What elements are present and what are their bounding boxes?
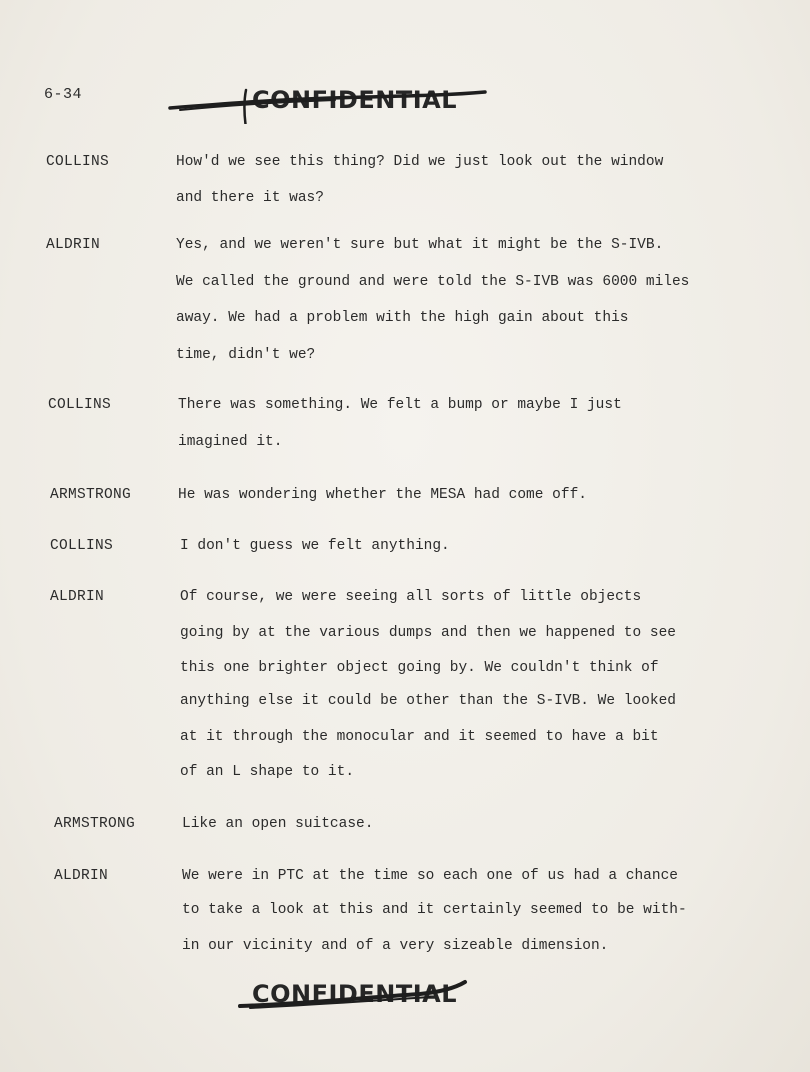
transcript-line: away. We had a problem with the high gain about this — [176, 310, 629, 326]
strikethrough-mark-bottom — [160, 968, 520, 1018]
transcript-line: time, didn't we? — [176, 347, 316, 363]
transcript-line: and there it was? — [176, 190, 324, 206]
transcript-line: How'd we see this thing? Did we just look out the window — [176, 154, 664, 170]
classification-text-bottom: CONFIDENTIAL — [252, 980, 457, 1008]
transcript-line: at it through the monocular and it seemed to have a bit — [180, 729, 659, 745]
transcript-line: to take a look at this and it certainly seemed to be with- — [182, 902, 687, 918]
transcript-line: in our vicinity and of a very sizeable dimension. — [182, 938, 609, 954]
transcript-line: Of course, we were seeing all sorts of little objects — [180, 589, 642, 605]
speaker-label: COLLINS — [46, 154, 110, 170]
transcript-line: going by at the various dumps and then we happened to see — [180, 625, 676, 641]
speaker-label: ALDRIN — [54, 868, 109, 884]
page-number: 6-34 — [44, 86, 83, 103]
speaker-label: ALDRIN — [46, 237, 101, 253]
strikethrough-mark-top — [160, 74, 520, 124]
speaker-label: COLLINS — [48, 397, 112, 413]
classification-marking-top — [160, 74, 520, 124]
speaker-label: ALDRIN — [50, 589, 105, 605]
transcript-line: I don't guess we felt anything. — [180, 538, 450, 554]
classification-text-top: CONFIDENTIAL — [252, 86, 457, 114]
speaker-label: ARMSTRONG — [54, 816, 136, 832]
transcript-line: He was wondering whether the MESA had come off. — [178, 487, 587, 503]
transcript-line: Like an open suitcase. — [182, 816, 374, 832]
transcript-line: Yes, and we weren't sure but what it might be the S-IVB. — [176, 237, 664, 253]
speaker-label: COLLINS — [50, 538, 114, 554]
transcript-line: of an L shape to it. — [180, 764, 355, 780]
classification-marking-bottom — [160, 968, 520, 1018]
speaker-label: ARMSTRONG — [50, 487, 132, 503]
transcript-line: imagined it. — [178, 434, 283, 450]
transcript-line: this one brighter object going by. We couldn't think of — [180, 660, 659, 676]
transcript-line: We were in PTC at the time so each one of us had a chance — [182, 868, 678, 884]
transcript-line: We called the ground and were told the S-IVB was 6000 miles — [176, 274, 690, 290]
transcript-line: anything else it could be other than the S-IVB. We looked — [180, 693, 676, 709]
transcript-line: There was something. We felt a bump or maybe I just — [178, 397, 622, 413]
